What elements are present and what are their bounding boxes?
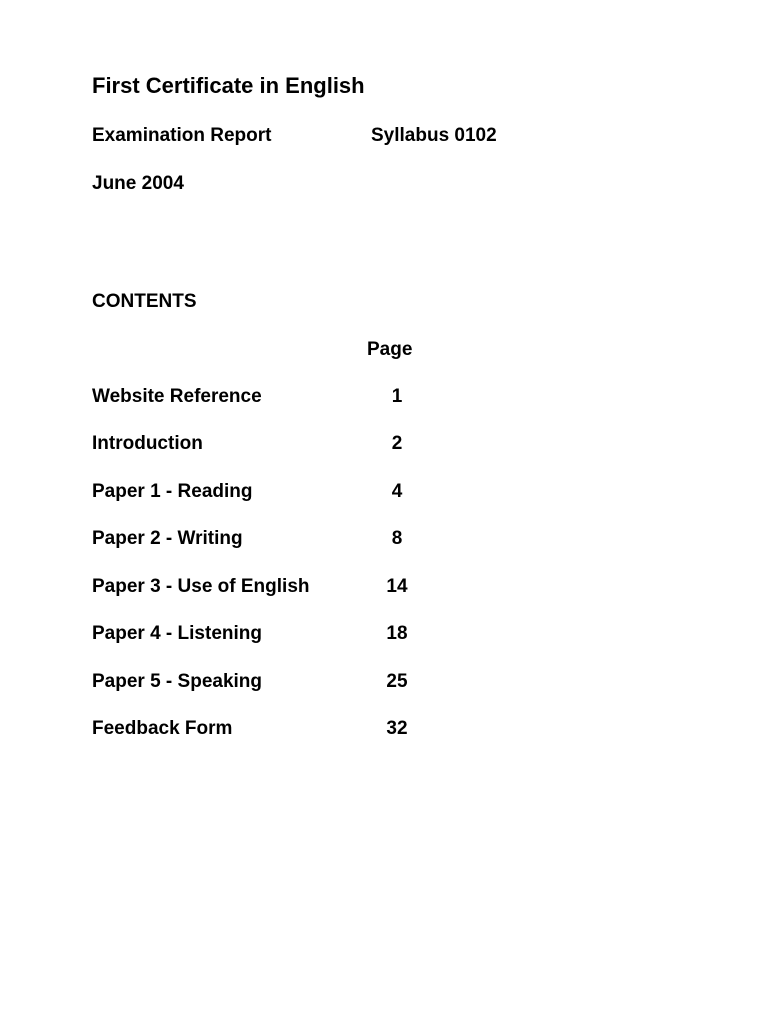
- syllabus-code: Syllabus 0102: [371, 125, 497, 146]
- toc-entry-paper-3-use-of-english: [92, 577, 452, 601]
- report-date: June 2004: [92, 173, 184, 194]
- toc-entry-page: 2: [391, 433, 403, 454]
- toc-entry-page: 25: [386, 671, 408, 692]
- toc-entry-page: 32: [386, 718, 408, 739]
- contents-heading: CONTENTS: [92, 291, 197, 312]
- toc-entry-label: Paper 3 - Use of English: [92, 576, 310, 597]
- toc-entry-label: Feedback Form: [92, 718, 233, 739]
- toc-entry-paper-2-writing: [92, 529, 452, 553]
- toc-entry-page: 1: [391, 386, 403, 407]
- toc-entry-label: Paper 5 - Speaking: [92, 671, 263, 692]
- toc-entry-label: Paper 1 - Reading: [92, 481, 253, 502]
- toc-entry-page: 14: [386, 576, 408, 597]
- page-column-heading: Page: [367, 339, 413, 360]
- toc-entry-paper-5-speaking: [92, 672, 452, 696]
- toc-entry-label: Introduction: [92, 433, 203, 454]
- document-title: First Certificate in English: [92, 73, 365, 98]
- toc-entry-introduction: [92, 434, 452, 458]
- toc-entry-feedback-form: [92, 719, 452, 743]
- toc-entry-label: Paper 2 - Writing: [92, 528, 243, 549]
- toc-entry-label: Website Reference: [92, 386, 262, 407]
- toc-entry-website-reference: [92, 387, 452, 411]
- report-label: Examination Report: [92, 125, 272, 146]
- toc-entry-label: Paper 4 - Listening: [92, 623, 262, 644]
- toc-entry-page: 18: [386, 623, 408, 644]
- toc-entry-page: 8: [391, 528, 403, 549]
- toc-entry-page: 4: [391, 481, 403, 502]
- toc-entry-paper-1-reading: [92, 482, 452, 506]
- toc-entry-paper-4-listening: [92, 624, 452, 648]
